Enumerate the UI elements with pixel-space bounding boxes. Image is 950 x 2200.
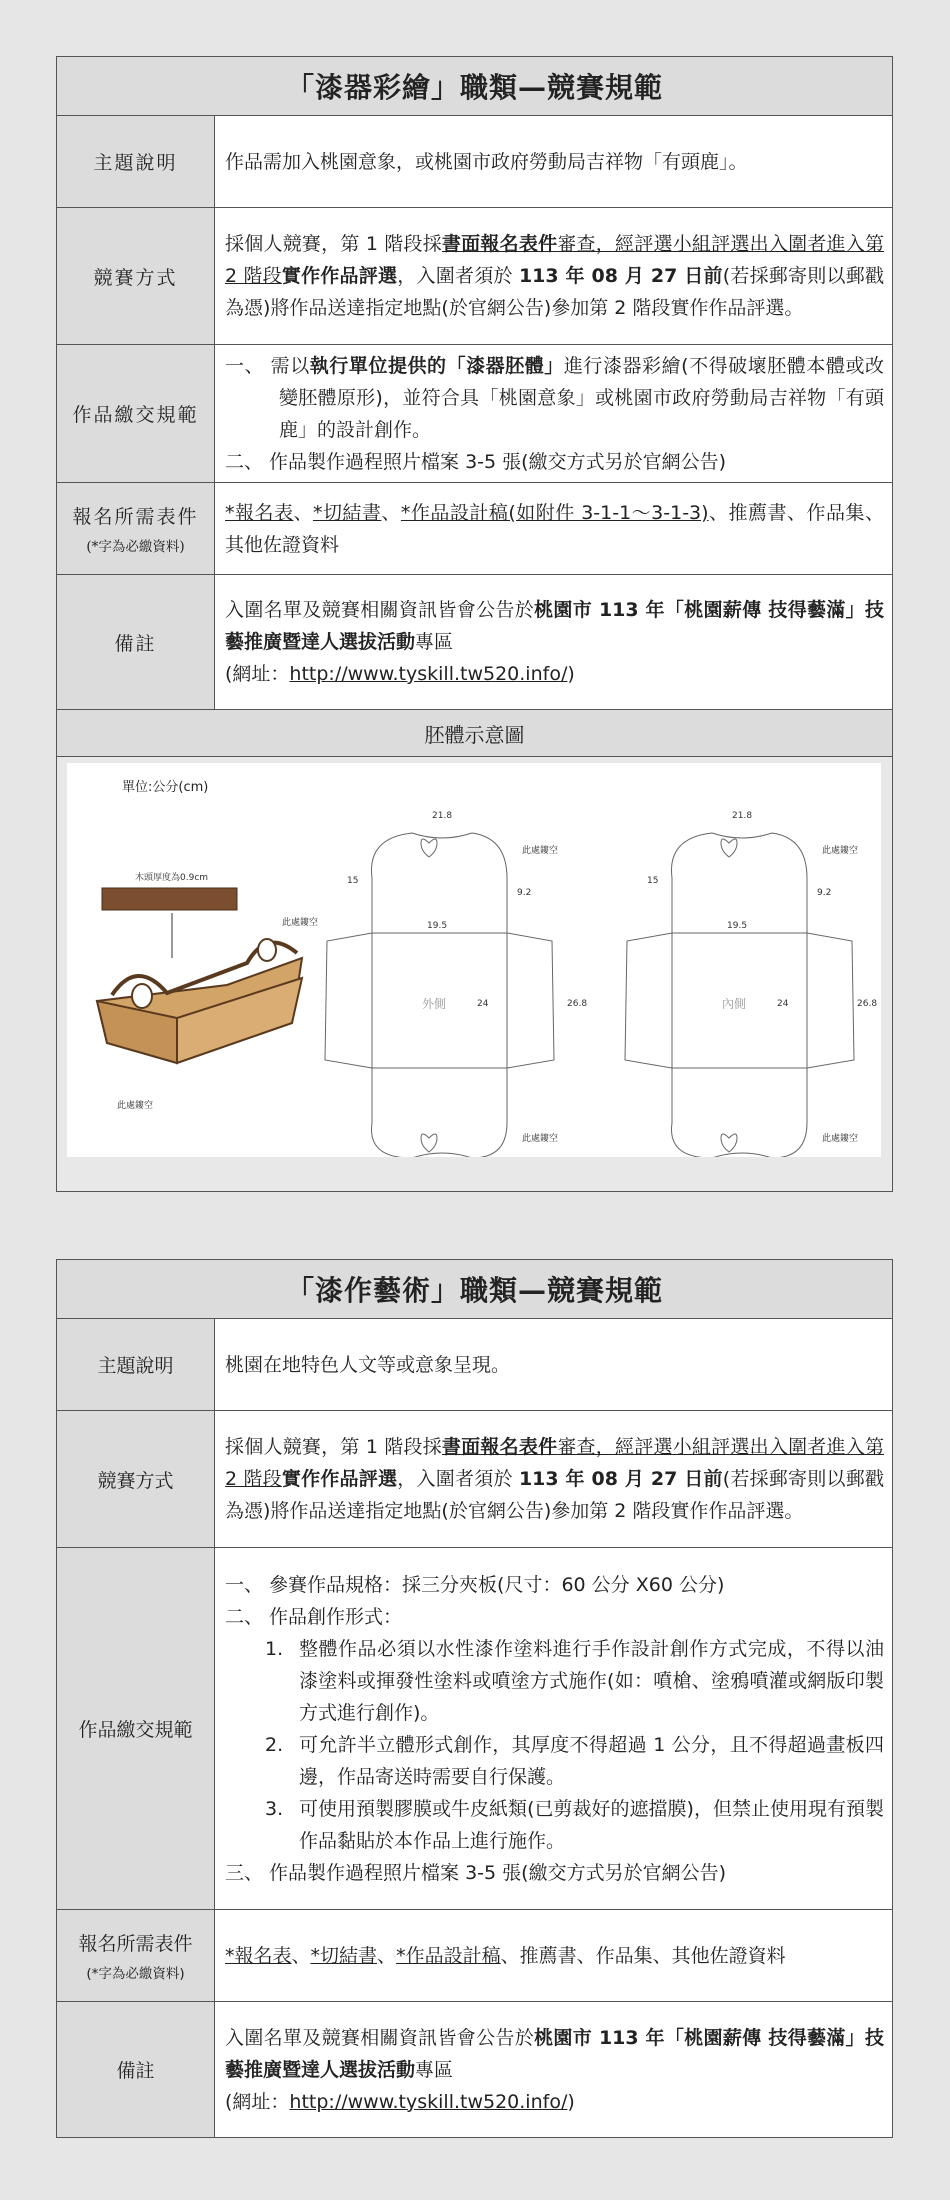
hollow-label-top: 此處鏤空 — [282, 918, 319, 928]
inner-label: 內側 — [722, 997, 747, 1011]
outer-dim-15: 15 — [347, 876, 359, 886]
submit-row — [57, 345, 892, 483]
theme-text: 作品需加入桃園意象，或桃園市政府勞動局吉祥物「有頭鹿」。 — [225, 150, 748, 173]
unit-label: 單位:公分(cm) — [122, 780, 209, 795]
submit-subitem-2: 2. 可允許半立體形式創作，其厚度不得超過 1 公分，且不得超過畫板四邊，作品寄送時需要自行保護。 — [265, 1733, 884, 1788]
submit-item-2: 二、 作品創作形式： — [225, 1605, 403, 1628]
submit-row — [57, 1548, 892, 1910]
theme-label: 主題說明 — [57, 116, 215, 207]
forms-note: (*字為必繳資料) — [86, 1966, 185, 1982]
inner-hollow-top: 此處鏤空 — [822, 846, 859, 856]
inner-dim-21-8: 21.8 — [732, 811, 753, 821]
theme-label: 主題說明 — [57, 1319, 215, 1410]
remark-label: 備註 — [57, 575, 215, 709]
lacquer-art-spec-table — [56, 1259, 893, 2138]
hollow-label-bottom: 此處鏤空 — [117, 1101, 154, 1111]
wood-thickness-label: 木頭厚度為0.9cm — [135, 873, 209, 883]
submit-label: 作品繳交規範 — [57, 1548, 215, 1909]
outer-dim-24: 24 — [477, 999, 489, 1009]
submit-subitem-3: 3. 可使用預製膠膜或牛皮紙類(已剪裁好的遮擋膜)，但禁止使用現有預製作品黏貼於本作品上進行施作。 — [265, 1797, 884, 1852]
submit-text — [215, 1548, 892, 1909]
submit-item-3: 三、 作品製作過程照片檔案 3-5 張(繳交方式另於官網公告) — [225, 1861, 726, 1884]
submit-item-1: 一、 需以執行單位提供的「漆器胚體」進行漆器彩繪(不得破壞胚體本體或改變胚體原形)，並符合具「桃園意象」或桃園市政府勞動局吉祥物「有頭鹿」的設計創作。 — [225, 354, 884, 441]
inner-net-diagram — [625, 833, 854, 1157]
outer-hollow-bottom: 此處鏤空 — [522, 1134, 559, 1144]
wood-strip — [102, 888, 237, 910]
lacquer-painting-spec-table — [56, 56, 893, 1192]
method-row — [57, 208, 892, 345]
diagram-title: 胚體示意圖 — [57, 710, 892, 757]
outer-label: 外側 — [422, 997, 447, 1011]
forms-note: (*字為必繳資料) — [86, 539, 185, 555]
theme-row — [57, 1319, 892, 1411]
blank-body-diagram — [57, 757, 892, 1191]
submit-label: 作品繳交規範 — [57, 345, 215, 482]
forms-label: 報名所需表件 (*字為必繳資料) — [57, 483, 215, 574]
outer-dim-21-8: 21.8 — [432, 811, 453, 821]
method-text: 採個人競賽，第 1 階段採書面報名表件審查，經評選小組評選出入圍者進入第 2 階段實作作品評選，入圍者須於 113 年 08 月 27 日前(若採郵寄則以郵戳為憑)將作品送達指定地點(於官網公告)參加第 2 階段實作作品評選。 — [225, 1436, 884, 1522]
remark-text: 入圍名單及競賽相關資訊皆會公告於桃園市 113 年「桃園薪傳 技得藝滿」技藝推廣暨達人選拔活動專區 (網址：http://www.tyskill.tw520.info/) — [225, 2026, 884, 2113]
theme-text: 桃園在地特色人文等或意象呈現。 — [225, 1353, 511, 1376]
remark-row — [57, 2002, 892, 2137]
blank-body-illustration — [67, 763, 881, 1157]
submit-item-2: 二、 作品製作過程照片檔案 3-5 張(繳交方式另於官網公告) — [225, 450, 726, 473]
submit-text — [215, 345, 892, 482]
forms-row — [57, 1910, 892, 2002]
method-label: 競賽方式 — [57, 1411, 215, 1547]
forms-text: *報名表、*切結書、*作品設計稿(如附件 3-1-1～3-1-3)、推薦書、作品集、其他佐證資料 — [225, 501, 884, 556]
inner-dim-24: 24 — [777, 999, 789, 1009]
section-title: 「漆器彩繪」職類—競賽規範 — [57, 57, 892, 116]
outer-dim-9-2: 9.2 — [517, 888, 532, 898]
inner-hollow-bottom: 此處鏤空 — [822, 1134, 859, 1144]
section-title: 「漆作藝術」職類—競賽規範 — [57, 1260, 892, 1319]
outer-dim-26-8: 26.8 — [567, 999, 588, 1009]
box-3d-illustration — [97, 939, 302, 1063]
website-link[interactable]: http://www.tyskill.tw520.info/ — [289, 2090, 568, 2113]
inner-dim-9-2: 9.2 — [817, 888, 832, 898]
submit-subitem-1: 1. 整體作品必須以水性漆作塗料進行手作設計創作方式完成，不得以油漆塗料或揮發性塗料或噴塗方式施作(如：噴槍、塗鴉噴灌或網版印製方式進行創作)。 — [265, 1637, 884, 1724]
theme-row — [57, 116, 892, 208]
forms-text: *報名表、*切結書、*作品設計稿、推薦書、作品集、其他佐證資料 — [225, 1944, 786, 1967]
forms-label: 報名所需表件 (*字為必繳資料) — [57, 1910, 215, 2001]
outer-net-diagram — [325, 833, 554, 1157]
method-row — [57, 1411, 892, 1548]
method-text: 採個人競賽，第 1 階段採書面報名表件審查，經評選小組評選出入圍者進入第 2 階段實作作品評選，入圍者須於 113 年 08 月 27 日前(若採郵寄則以郵戳為憑)將作品送達指定地點(於官網公告)參加第 2 階段實作作品評選。 — [225, 233, 884, 319]
remark-label: 備註 — [57, 2002, 215, 2137]
submit-item-1: 一、 參賽作品規格：採三分夾板(尺寸：60 公分 X60 公分) — [225, 1573, 725, 1596]
remark-row — [57, 575, 892, 710]
method-label: 競賽方式 — [57, 208, 215, 344]
outer-dim-19-5: 19.5 — [427, 921, 448, 931]
inner-dim-26-8: 26.8 — [857, 999, 878, 1009]
inner-dim-15: 15 — [647, 876, 659, 886]
forms-row — [57, 483, 892, 575]
inner-dim-19-5: 19.5 — [727, 921, 748, 931]
outer-hollow-top: 此處鏤空 — [522, 846, 559, 856]
remark-text: 入圍名單及競賽相關資訊皆會公告於桃園市 113 年「桃園薪傳 技得藝滿」技藝推廣暨達人選拔活動專區 (網址：http://www.tyskill.tw520.info/) — [225, 599, 884, 685]
website-link[interactable]: http://www.tyskill.tw520.info/ — [289, 663, 568, 685]
